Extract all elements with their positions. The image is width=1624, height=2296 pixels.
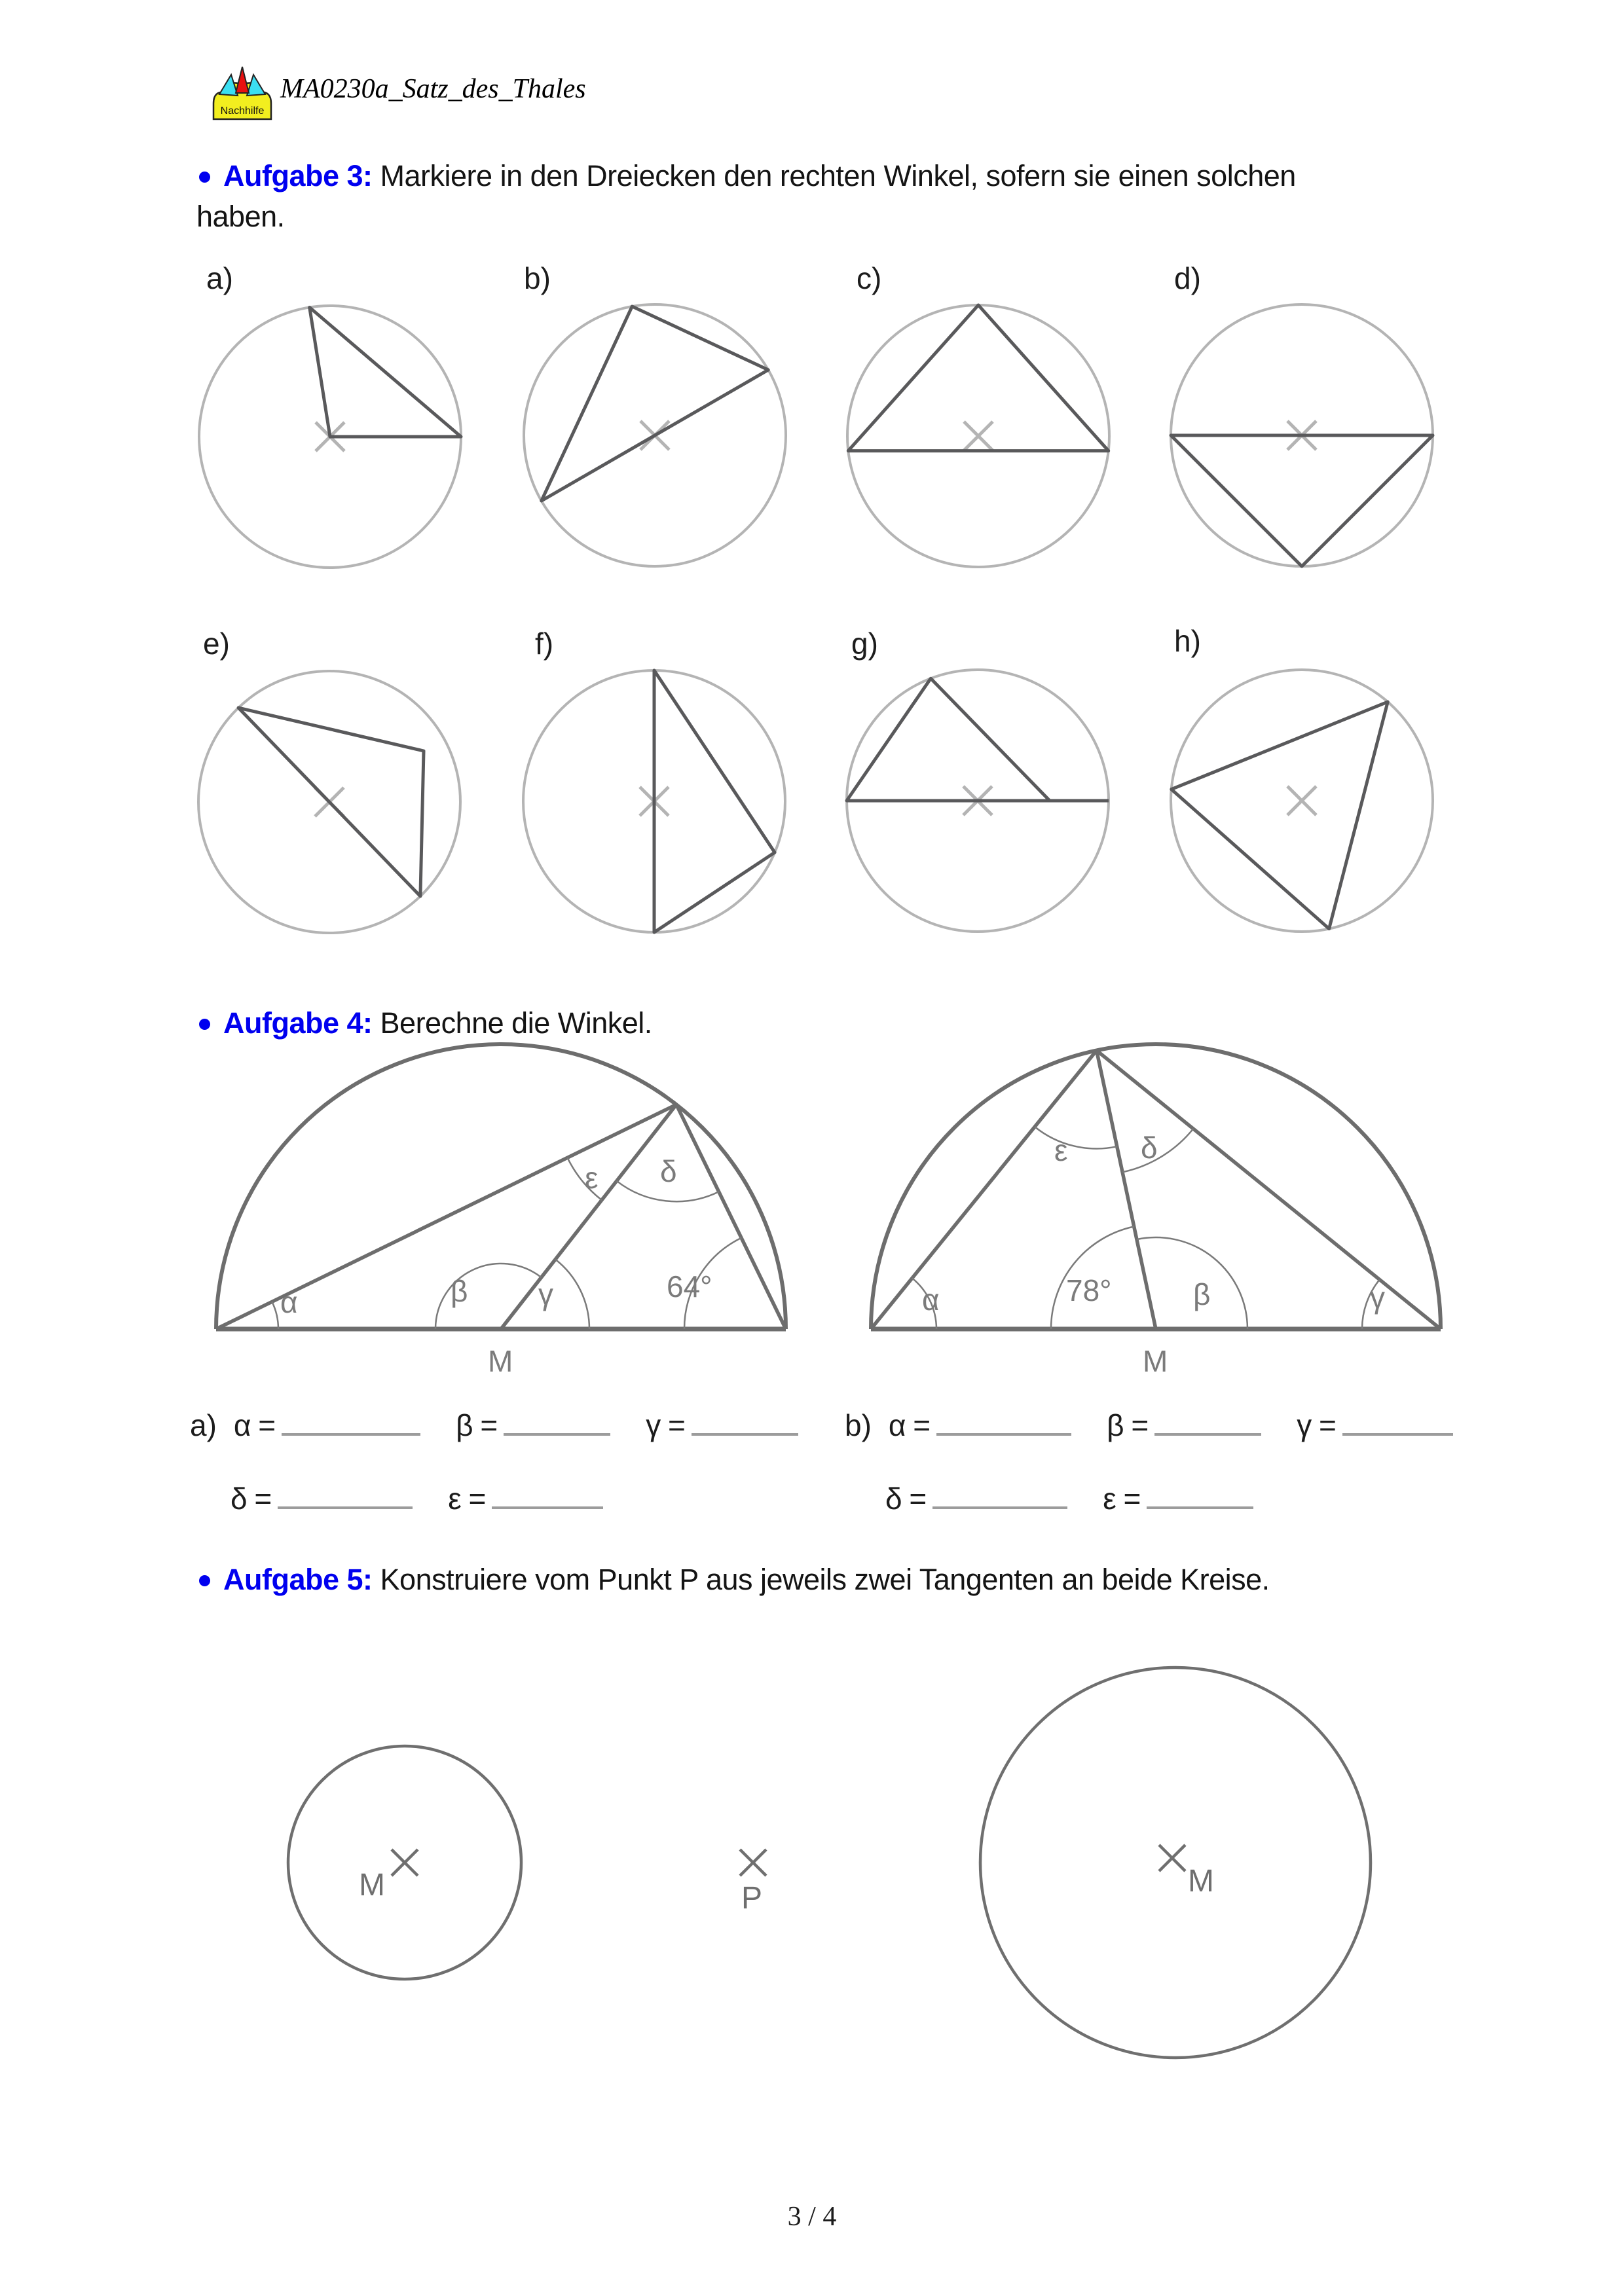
figure-b-label-78°: 78° [1066, 1273, 1112, 1307]
answer-blank-field[interactable] [1154, 1428, 1261, 1436]
bullet-icon [199, 1019, 210, 1030]
answer-prefix: a) [190, 1408, 217, 1442]
task5-label-M-0: M [359, 1868, 385, 1903]
answer-entry-ε [448, 1481, 603, 1516]
triangle-c [848, 305, 1108, 451]
figure-a-label-α: α [280, 1285, 298, 1319]
answer-blank-field[interactable] [1342, 1428, 1453, 1436]
figure-b-label-α: α [922, 1283, 940, 1317]
answer-label: ε = [448, 1482, 486, 1516]
triangle-b [542, 306, 768, 501]
answer-entry-α [234, 1408, 420, 1443]
bullet-icon [199, 1575, 210, 1586]
task5-label-P-1: P [741, 1881, 763, 1916]
figure-b-label-γ: γ [1370, 1281, 1385, 1315]
answer-label: β = [456, 1408, 498, 1442]
answer-label: δ = [885, 1482, 927, 1516]
answer-label: β = [1107, 1408, 1149, 1442]
logo-center-peak [236, 67, 249, 93]
item-label-c: c) [857, 261, 882, 295]
answer-entry-β [456, 1408, 610, 1443]
task3-heading [196, 156, 1493, 237]
answer-entry-α [889, 1408, 1071, 1443]
triangle-a [310, 308, 461, 437]
figure-a-label-β: β [451, 1274, 468, 1308]
answer-label: γ = [646, 1408, 685, 1442]
answer-label: ε = [1103, 1482, 1141, 1516]
answer-entry-δ [231, 1481, 413, 1516]
item-label-e: e) [203, 627, 230, 661]
task3-text-line1: Markiere in den Dreiecken den rechten Winkel, sofern sie einen solchen [380, 159, 1296, 192]
answer-entry-δ [885, 1481, 1067, 1516]
logo-right-peak [247, 75, 265, 96]
task4-text: Berechne die Winkel. [380, 1006, 652, 1040]
figure-b-label-ε: ε [1054, 1133, 1068, 1167]
item-label-a: a) [206, 261, 233, 295]
answer-entry-γ [646, 1408, 798, 1443]
page-title: MA0230a_Satz_des_Thales [280, 74, 586, 104]
figure-b-angle-arc-4 [1035, 1127, 1117, 1148]
figure-b-chord-ac [871, 1051, 1097, 1329]
figure-b-label-M: M [1143, 1344, 1168, 1378]
item-label-g: g) [851, 627, 878, 661]
answer-entry-β [1107, 1408, 1261, 1443]
figure-a-label-64°: 64° [667, 1269, 712, 1303]
figure-b-angle-arc-5 [1122, 1129, 1193, 1172]
answer-label: α = [888, 1408, 931, 1442]
figure-a-chord-cm [501, 1104, 676, 1329]
task4-heading [196, 1003, 652, 1044]
item-label-d: d) [1174, 261, 1201, 295]
answer-blank-field[interactable] [692, 1428, 798, 1436]
page-number: 3 / 4 [787, 2202, 837, 2232]
figure-a-angle-arc-2 [555, 1260, 589, 1329]
figure-a-label-δ: δ [660, 1154, 677, 1188]
triangle-g [847, 678, 1050, 801]
answer-label: δ = [231, 1482, 272, 1516]
figure-a-angle-arc-0 [272, 1302, 278, 1329]
answer-blank-field[interactable] [936, 1428, 1071, 1436]
answer-row-1-group-1 [885, 1481, 1289, 1516]
answer-blank-field[interactable] [932, 1501, 1067, 1509]
answer-row-0-group-1 [845, 1408, 1488, 1443]
task5-heading [196, 1559, 1270, 1600]
triangle-f [654, 670, 775, 932]
figure-b-label-δ: δ [1141, 1131, 1158, 1165]
triangle-d [1171, 435, 1433, 566]
task5-label: Aufgabe 5: [223, 1563, 373, 1596]
task3-text-line2: haben. [196, 200, 285, 233]
triangle-e [238, 708, 424, 896]
item-label-h: h) [1174, 624, 1201, 658]
task3-label: Aufgabe 3: [223, 159, 373, 192]
answer-row-1-group-0 [231, 1481, 638, 1516]
item-label-f: f) [535, 627, 554, 661]
figure-b-label-β: β [1193, 1277, 1211, 1311]
figure-a-label-ε: ε [585, 1161, 599, 1195]
answer-row-0-group-0 [190, 1408, 834, 1443]
answer-blank-field[interactable] [492, 1501, 603, 1509]
task5-label-M-2: M [1188, 1864, 1214, 1899]
nachhilfe-logo [208, 63, 276, 123]
answer-blank-field[interactable] [282, 1428, 420, 1436]
answer-blank-field[interactable] [278, 1501, 413, 1509]
figure-a-label-M: M [488, 1344, 513, 1378]
answer-blank-field[interactable] [1147, 1501, 1253, 1509]
answer-entry-γ [1297, 1408, 1453, 1443]
bullet-icon [199, 172, 210, 183]
answer-label: γ = [1297, 1408, 1336, 1442]
answer-label: α = [233, 1408, 276, 1442]
triangle-h [1172, 702, 1388, 929]
answer-blank-field[interactable] [504, 1428, 610, 1436]
task5-text: Konstruiere vom Punkt P aus jeweils zwei Tangenten an beide Kreise. [380, 1563, 1270, 1596]
figure-b-arc [871, 1044, 1441, 1329]
answer-entry-ε [1103, 1481, 1253, 1516]
answer-prefix: b) [845, 1408, 872, 1442]
task4-label: Aufgabe 4: [223, 1006, 373, 1040]
item-label-b: b) [524, 261, 551, 295]
figure-a-label-γ: γ [538, 1277, 553, 1311]
logo-left-peak [219, 75, 238, 96]
logo-text: Nachhilfe [220, 105, 265, 117]
